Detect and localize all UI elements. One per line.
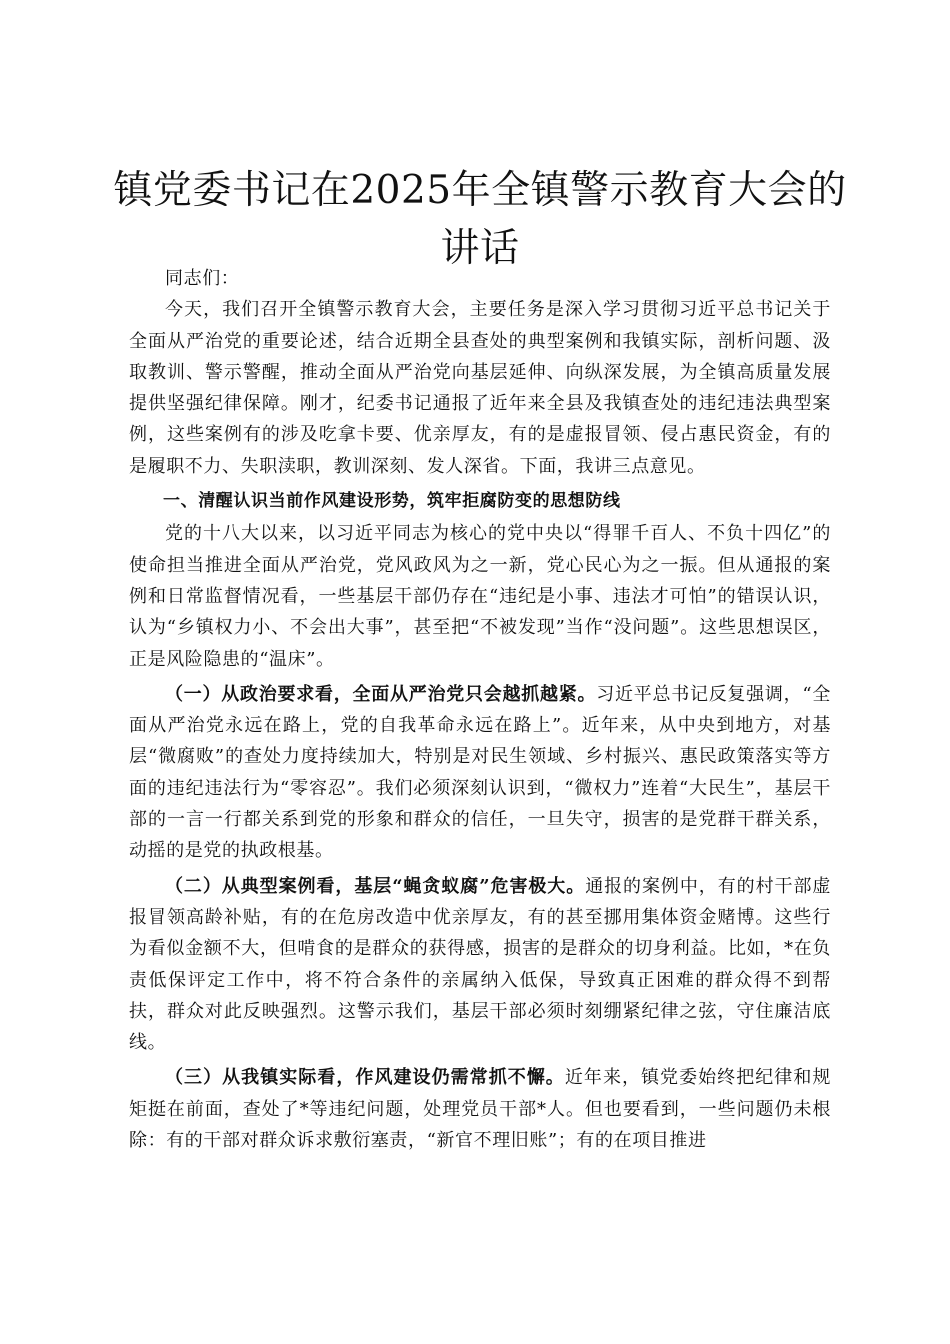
- point-1-text: 习近平总书记反复强调，“全面从严治党永远在路上，党的自我革命永远在路上”。近年来，从中央到地方，对基层“微腐败”的查处力度持续加大，特别是对民生领域、乡村振兴、惠民政策落实等方面的违纪违法行为“零容忍”。我们必须深刻认识到，“微权力”连着“大民生”，基层干部的一言一行都关系到党的形象和群众的信任，一旦失守，损害的是党群干群关系，动摇的是党的执政根基。: [129, 683, 831, 862]
- point-3-paragraph: [129, 1062, 831, 1156]
- section-heading-1: 一、清醒认识当前作风建设形势，筑牢拒腐防变的思想防线: [163, 491, 621, 512]
- point-1-paragraph: [129, 679, 831, 867]
- point-3-lead: （三）从我镇实际看，作风建设仍需常抓不懈。: [165, 1067, 565, 1089]
- point-3-text: 近年来，镇党委始终把纪律和规矩挺在前面，查处了*等违纪问题，处理党员干部*人。但也要看到，一些问题仍未根除：有的干部对群众诉求敷衍塞责，“新官不理旧账”；有的在项目推进: [129, 1067, 831, 1152]
- point-2-paragraph: [129, 871, 831, 1059]
- point-2-lead: （二）从典型案例看，基层“蝇贪蚁腐”危害极大。: [165, 875, 586, 897]
- salutation: 同志们：: [165, 268, 240, 289]
- section-1-paragraph: 党的十八大以来，以习近平同志为核心的党中央以“得罪千百人、不负十四亿”的使命担当推进全面从严治党，党风政风为之一新，党心民心为之一振。但从通报的案例和日常监督情况看，一些基层干部仍存在“违纪是小事、违法才可怕”的错误认识，认为“乡镇权力小、不会出大事”，甚至把“不被发现”当作“没问题”。这些思想误区，正是风险隐患的“温床”。: [129, 523, 831, 670]
- point-2-text: 通报的案例中，有的村干部虚报冒领高龄补贴，有的在危房改造中优亲厚友，有的甚至挪用集体资金赌博。这些行为看似金额不大，但啃食的是群众的获得感，损害的是群众的切身利益。比如，*在负责低保评定工作中，将不符合条件的亲属纳入低保，导致真正困难的群众得不到帮扶，群众对此反映强烈。这警示我们，基层干部必须时刻绷紧纪律之弦，守住廉洁底线。: [129, 875, 831, 1054]
- document-title: 镇党委书记在2025年全镇警示教育大会的讲话: [113, 168, 847, 271]
- intro-paragraph: 今天，我们召开全镇警示教育大会，主要任务是深入学习贯彻习近平总书记关于全面从严治党的重要论述，结合近期全县查处的典型案例和我镇实际，剖析问题、汲取教训、警示警醒，推动全面从严治党向基层延伸、向纵深发展，为全镇高质量发展提供坚强纪律保障。刚才，纪委书记通报了近年来全县及我镇查处的违纪违法典型案例，这些案例有的涉及吃拿卡要、优亲厚友，有的是虚报冒领、侵占惠民资金，有的是履职不力、失职渎职，教训深刻、发人深省。下面，我讲三点意见。: [129, 299, 831, 477]
- point-1-lead: （一）从政治要求看，全面从严治党只会越抓越紧。: [165, 683, 597, 705]
- document-body: [129, 263, 831, 1160]
